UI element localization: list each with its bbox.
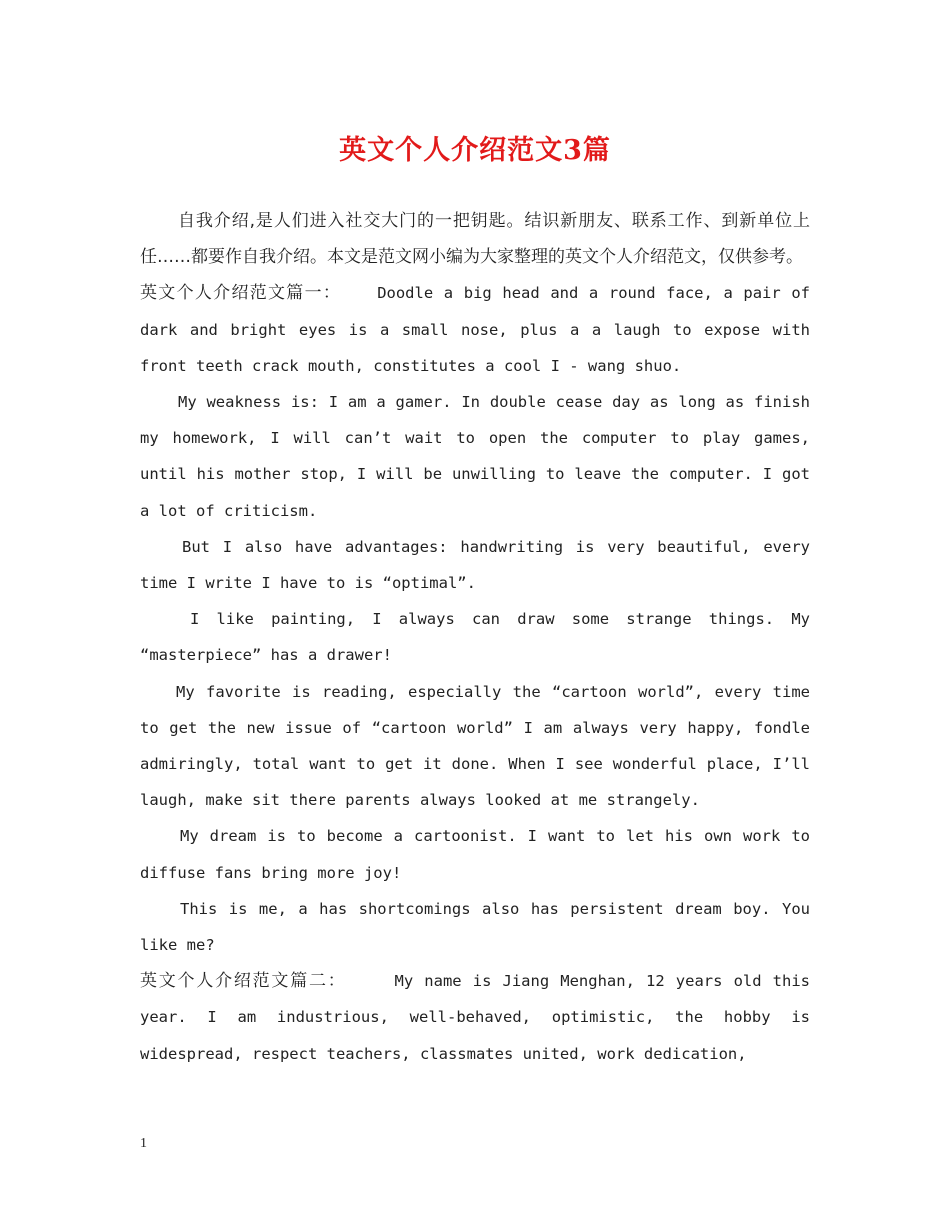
paragraph-dream: My dream is to become a cartoonist. I want to let his own work to diffuse fans bring more joy! [140, 827, 810, 882]
page-number: 1 [140, 1136, 147, 1151]
section-2-text: My name is Jiang Menghan, 12 years old this year. I am industrious, well-behaved, optimistic, the hobby is widespread, respect teachers, classmates united, work dedication, [140, 972, 810, 1063]
paragraph-advantages: But I also have advantages: handwriting is very beautiful, every time I write I have to is “optimal”. [140, 537, 810, 593]
paragraph-this-is-me: This is me, a has shortcomings also has persistent dream boy. You like me? [140, 899, 810, 955]
section-2-label: 英文个人介绍范文篇二： [140, 971, 347, 992]
section-1-text: Doodle a big head and a round face, a pair of dark and bright eyes is a small nose, plus a a laugh to expose with front teeth crack mouth, constitutes a cool I - wang shuo. [140, 284, 811, 375]
document-body [140, 203, 810, 1072]
intro-paragraph: 自我介绍,是人们进入社交大门的一把钥匙。结识新朋友、联系工作、到新单位上任……都要作自我介绍。本文是范文网小编为大家整理的英文个人介绍范文，仅供参考。 [140, 211, 810, 268]
section-2-paragraph [140, 963, 810, 1072]
paragraph-painting: I like painting, I always can draw some strange things. My “masterpiece” has a drawer! [140, 610, 810, 665]
paragraph-weakness: My weakness is: I am a gamer. In double cease day as long as finish my homework, I will can’t wait to open the computer to play games, until his mother stop, I will be unwilling to leave the computer. I got a lot of criticism. [140, 393, 810, 520]
document-title: 英文个人介绍范文3篇 [339, 135, 611, 166]
section-1-paragraph [140, 275, 810, 384]
section-1-label: 英文个人介绍范文篇一： [140, 283, 342, 304]
paragraph-reading: My favorite is reading, especially the “cartoon world”, every time to get the new issue of “cartoon world” I am always very happy, fondle admiringly, total want to get it done. When I see wonderful place, I’ll laugh, make sit there parents always looked at me strangely. [140, 682, 810, 810]
